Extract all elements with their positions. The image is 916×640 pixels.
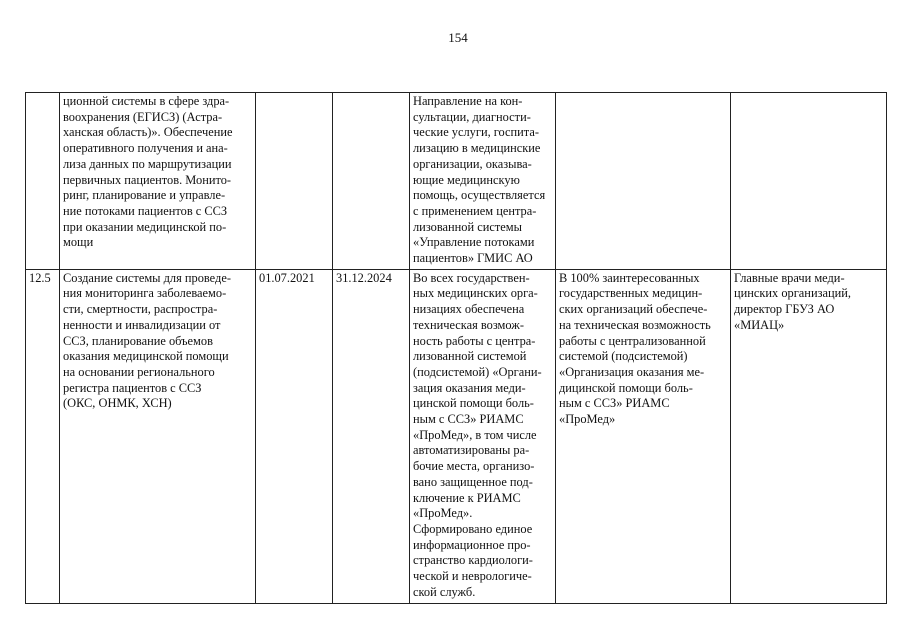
text-line: техническая возмож- (413, 317, 524, 332)
text-line: директор ГБУЗ АО (734, 302, 835, 317)
text-line: странство кардиологи- (413, 553, 533, 568)
text-line: лизованной системы (413, 219, 522, 234)
row-number-cell (26, 93, 60, 270)
text-line: ным с ССЗ» РИАМС (413, 412, 524, 427)
text-line: мощи (63, 235, 94, 250)
text-line: цинских организаций, (734, 286, 851, 301)
text-line: ных медицинских орга- (413, 286, 538, 301)
text-line: ным с ССЗ» РИАМС (559, 396, 670, 411)
text-line: «МИАЦ» (734, 317, 785, 332)
text-line: ринг, планирование и управле- (63, 188, 226, 203)
result-cell (410, 93, 556, 270)
text-line: вано защищенное под- (413, 474, 533, 489)
text-line: автоматизированы ра- (413, 443, 530, 458)
end-date-cell (333, 93, 410, 270)
text-line: на основании регионального (63, 364, 215, 379)
text-line: Главные врачи меди- (734, 270, 845, 285)
text-line: ской служб. (413, 584, 476, 599)
responsible-cell (731, 93, 887, 270)
text-line: Создание системы для проведе- (63, 270, 231, 285)
text-line: ненности и инвалидизации от (63, 317, 221, 332)
text-line: Во всех государствен- (413, 270, 530, 285)
text-line: ния мониторинга заболеваемо- (63, 286, 227, 301)
activity-cell (60, 93, 256, 270)
text-line: Сформировано единое (413, 521, 533, 536)
text-line: В 100% заинтересованных (559, 270, 700, 285)
responsible-cell (731, 269, 887, 603)
text-line: помощь, осуществляется (413, 188, 546, 203)
result-cell (410, 269, 556, 603)
text-line: зация оказания меди- (413, 380, 526, 395)
text-line: цинской помощи боль- (413, 396, 534, 411)
text-line: работы с централизованной (559, 333, 706, 348)
plan-table (25, 92, 887, 604)
text-line: «Управление потоками (413, 235, 535, 250)
text-line: лизованной системой (413, 349, 527, 364)
start-date-cell (256, 93, 333, 270)
table-row (26, 93, 887, 270)
text-line: первичных пациентов. Монито- (63, 172, 232, 187)
text-line: низациях обеспечена (413, 302, 525, 317)
text-line: на техническая возможность (559, 317, 711, 332)
text-line: ческой и неврологиче- (413, 569, 532, 584)
text-line: пациентов» ГМИС АО (413, 251, 533, 266)
text-line: «ПроМед», в том числе (413, 427, 537, 442)
text-line: бочие места, организо- (413, 459, 535, 474)
text-line: (подсистемой) «Органи- (413, 364, 542, 379)
text-line: ских организаций обеспече- (559, 302, 708, 317)
text-line: оказания медицинской помощи (63, 349, 229, 364)
activity-cell (60, 269, 256, 603)
end-date-cell: 31.12.2024 (333, 269, 410, 603)
text-line: ющие медицинскую (413, 172, 520, 187)
indicator-cell (556, 269, 731, 603)
text-line: лизацию в медицинские (413, 141, 541, 156)
indicator-cell (556, 93, 731, 270)
text-line: сультации, диагности- (413, 109, 531, 124)
text-line: воохранения (ЕГИСЗ) (Астра- (63, 109, 223, 124)
text-line: при оказании медицинской по- (63, 219, 227, 234)
text-line: «Организация оказания ме- (559, 364, 705, 379)
text-line: ческие услуги, госпита- (413, 125, 539, 140)
text-line: с применением центра- (413, 203, 537, 218)
text-line: Направление на кон- (413, 94, 523, 108)
text-line: организации, оказыва- (413, 156, 532, 171)
text-line: (ОКС, ОНМК, ХСН) (63, 396, 172, 411)
text-line: ССЗ, планирование объемов (63, 333, 213, 348)
row-number-cell: 12.5 (26, 269, 60, 603)
text-line: «ПроМед» (559, 412, 616, 427)
text-line: ность работы с центра- (413, 333, 536, 348)
text-line: сти, смертности, распростра- (63, 302, 218, 317)
text-line: ключение к РИАМС (413, 490, 521, 505)
text-line: государственных медицин- (559, 286, 703, 301)
text-line: оперативного получения и ана- (63, 141, 228, 156)
text-line: информационное про- (413, 537, 531, 552)
text-line: регистра пациентов с ССЗ (63, 380, 202, 395)
text-line: системой (подсистемой) (559, 349, 688, 364)
text-line: «ПроМед». (413, 506, 473, 521)
text-line: лиза данных по маршрутизации (63, 156, 232, 171)
table-row (26, 269, 887, 603)
text-line: ханская область)». Обеспечение (63, 125, 233, 140)
start-date-cell: 01.07.2021 (256, 269, 333, 603)
text-line: дицинской помощи боль- (559, 380, 693, 395)
page-number: 154 (448, 30, 468, 45)
text-line: ционной системы в сфере здра- (63, 94, 230, 108)
text-line: ние потоками пациентов с ССЗ (63, 203, 228, 218)
